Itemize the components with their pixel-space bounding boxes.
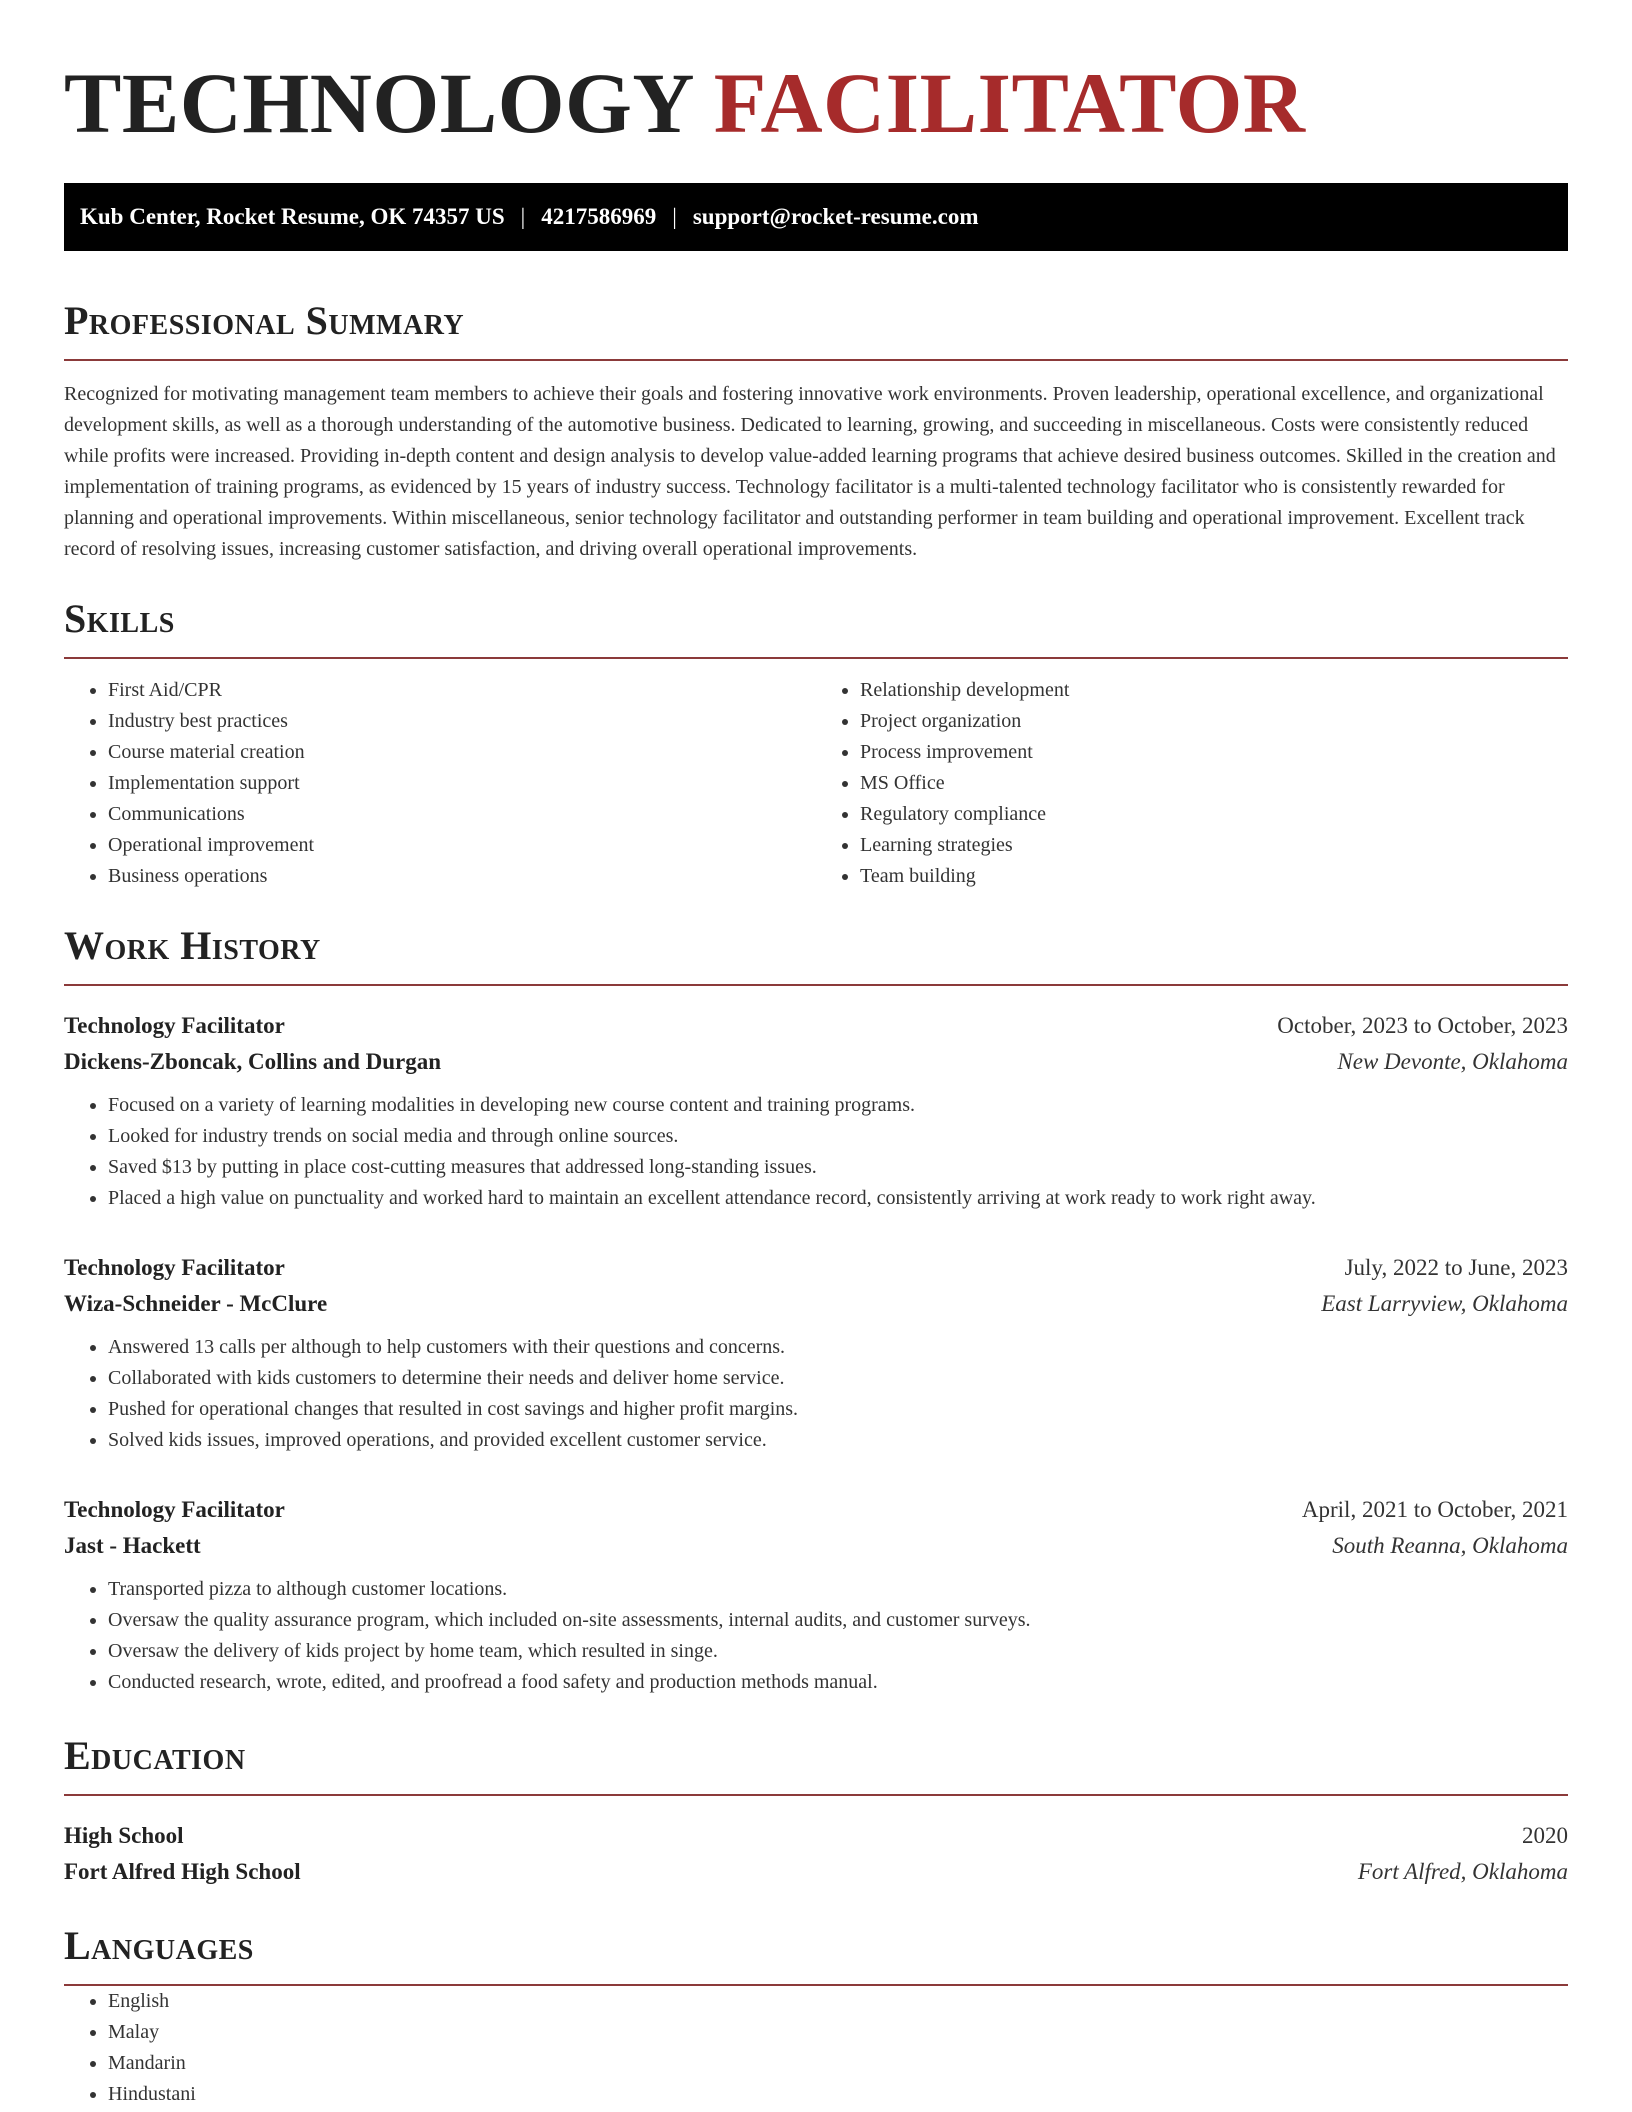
education-year: 2020 (1522, 1823, 1568, 1848)
job-company-row (64, 1044, 1568, 1080)
skill-item: • Project organization (860, 706, 1568, 737)
job-bullet: • Conducted research, wrote, edited, and proofread a food safety and production methods manual. (108, 1667, 1568, 1698)
education-school: Fort Alfred High School (64, 1859, 301, 1884)
job-title: Technology Facilitator (64, 1013, 285, 1038)
section-divider (64, 1794, 1568, 1796)
languages-list (64, 1986, 1568, 2110)
job-bullet: • Focused on a variety of learning modalities in developing new course content and training programs. (108, 1090, 1568, 1121)
skill-item: • Team building (860, 861, 1568, 892)
education-entry (64, 1818, 1568, 1890)
skill-item: • Learning strategies (860, 830, 1568, 861)
job-bullets (64, 1574, 1568, 1698)
skill-item: • MS Office (860, 768, 1568, 799)
job-dates: October, 2023 to October, 2023 (1277, 1013, 1568, 1038)
contact-separator: | (672, 204, 677, 229)
job-bullet: • Saved $13 by putting in place cost-cutting measures that addressed long-standing issues. (108, 1152, 1568, 1183)
contact-separator: | (520, 204, 526, 229)
skill-item: • Process improvement (860, 737, 1568, 768)
job-company-row (64, 1528, 1568, 1564)
job-entry (64, 1008, 1568, 1214)
education-section (64, 1732, 1568, 1890)
job-company: Wiza-Schneider - McClure (64, 1291, 328, 1316)
skills-list-left (64, 675, 816, 892)
skill-item: • First Aid/CPR (108, 675, 816, 706)
skill-item: • Implementation support (108, 768, 816, 799)
work-history-heading: Work History (64, 923, 321, 968)
skills-heading: Skills (64, 596, 175, 641)
job-bullet: • Oversaw the delivery of kids project by home team, which resulted in singe. (108, 1636, 1568, 1667)
job-bullet: • Placed a high value on punctuality and worked hard to maintain an excellent attendance record, consistently arriving at work ready to work right away. (108, 1183, 1568, 1214)
job-bullet: • Solved kids issues, improved operations, and provided excellent customer service. (108, 1425, 1568, 1456)
work-history-section (64, 922, 1568, 1698)
job-bullet: • Transported pizza to although customer locations. (108, 1574, 1568, 1605)
education-header-row (64, 1818, 1568, 1854)
languages-heading: Languages (64, 1923, 254, 1968)
contact-email: support@rocket-resume.com (692, 204, 979, 229)
education-school-row (64, 1854, 1568, 1890)
section-divider (64, 359, 1568, 361)
job-bullets (64, 1090, 1568, 1214)
language-item: • Hindustani (108, 2079, 1568, 2110)
job-bullet: • Looked for industry trends on social media and through online sources. (108, 1121, 1568, 1152)
language-item: • English (108, 1986, 1568, 2017)
job-header-row (64, 1492, 1568, 1528)
summary-heading: Professional Summary (64, 298, 465, 343)
job-header-row (64, 1008, 1568, 1044)
language-item: • Mandarin (108, 2048, 1568, 2079)
title-first-word: TECHNOLOGY (64, 55, 692, 151)
job-location: South Reanna, Oklahoma (1332, 1533, 1568, 1558)
job-bullet: • Oversaw the quality assurance program, which included on-site assessments, internal audits, and customer surveys. (108, 1605, 1568, 1636)
job-title: Technology Facilitator (64, 1497, 285, 1522)
job-bullet: • Answered 13 calls per although to help customers with their questions and concerns. (108, 1332, 1568, 1363)
job-company: Jast - Hackett (64, 1533, 201, 1558)
job-title: Technology Facilitator (64, 1255, 285, 1280)
skills-section (64, 595, 1568, 892)
education-heading: Education (64, 1733, 246, 1778)
job-bullet: • Pushed for operational changes that resulted in cost savings and higher profit margins. (108, 1394, 1568, 1425)
contact-address: Kub Center, Rocket Resume, OK 74357 US (80, 204, 505, 229)
contact-bar (64, 183, 1568, 251)
job-entry (64, 1492, 1568, 1698)
job-company-row (64, 1286, 1568, 1322)
summary-section (64, 297, 1568, 565)
job-header-row (64, 1250, 1568, 1286)
skill-item: • Industry best practices (108, 706, 816, 737)
education-degree: High School (64, 1823, 184, 1848)
job-location: New Devonte, Oklahoma (1337, 1049, 1568, 1074)
skills-list-right (816, 675, 1568, 892)
resume-title (64, 0, 1568, 150)
skill-item: • Regulatory compliance (860, 799, 1568, 830)
summary-text: Recognized for motivating management team members to achieve their goals and fostering innovative work environments. Proven leadership, operational excellence, and organizational development skills, as well as a thorough understanding of the automotive business. Dedicated to learning, growing, and succeeding in miscellaneous. Costs were consistently reduced while profits were increased. Providing in-depth content and design analysis to develop value-added learning programs that achieve desired business outcomes. Skilled in the creation and implementation of training programs, as evidenced by 15 years of industry success. Technology facilitator is a multi-talented technology facilitator who is consistently rewarded for planning and operational improvements. Within miscellaneous, senior technology facilitator and outstanding performer in team building and operational improvement. Excellent track record of resolving issues, increasing customer satisfaction, and driving overall operational improvements. (64, 383, 1556, 560)
section-divider (64, 984, 1568, 986)
skill-item: • Course material creation (108, 737, 816, 768)
job-bullets (64, 1332, 1568, 1456)
job-company: Dickens-Zboncak, Collins and Durgan (64, 1049, 442, 1074)
skill-item: • Business operations (108, 861, 816, 892)
job-bullet: • Collaborated with kids customers to determine their needs and deliver home service. (108, 1363, 1568, 1394)
skill-item: • Relationship development (860, 675, 1568, 706)
language-item: • Malay (108, 2017, 1568, 2048)
languages-section (64, 1922, 1568, 2110)
skill-item: • Operational improvement (108, 830, 816, 861)
job-dates: April, 2021 to October, 2021 (1301, 1497, 1568, 1522)
job-location: East Larryview, Oklahoma (1321, 1291, 1568, 1316)
education-location: Fort Alfred, Oklahoma (1357, 1859, 1568, 1884)
section-divider (64, 657, 1568, 659)
contact-phone: 4217586969 (541, 204, 657, 229)
job-entry (64, 1250, 1568, 1456)
skill-item: • Communications (108, 799, 816, 830)
job-dates: July, 2022 to June, 2023 (1344, 1255, 1568, 1280)
skills-columns (64, 675, 1568, 892)
title-last-word: FACILITATOR (713, 55, 1306, 151)
